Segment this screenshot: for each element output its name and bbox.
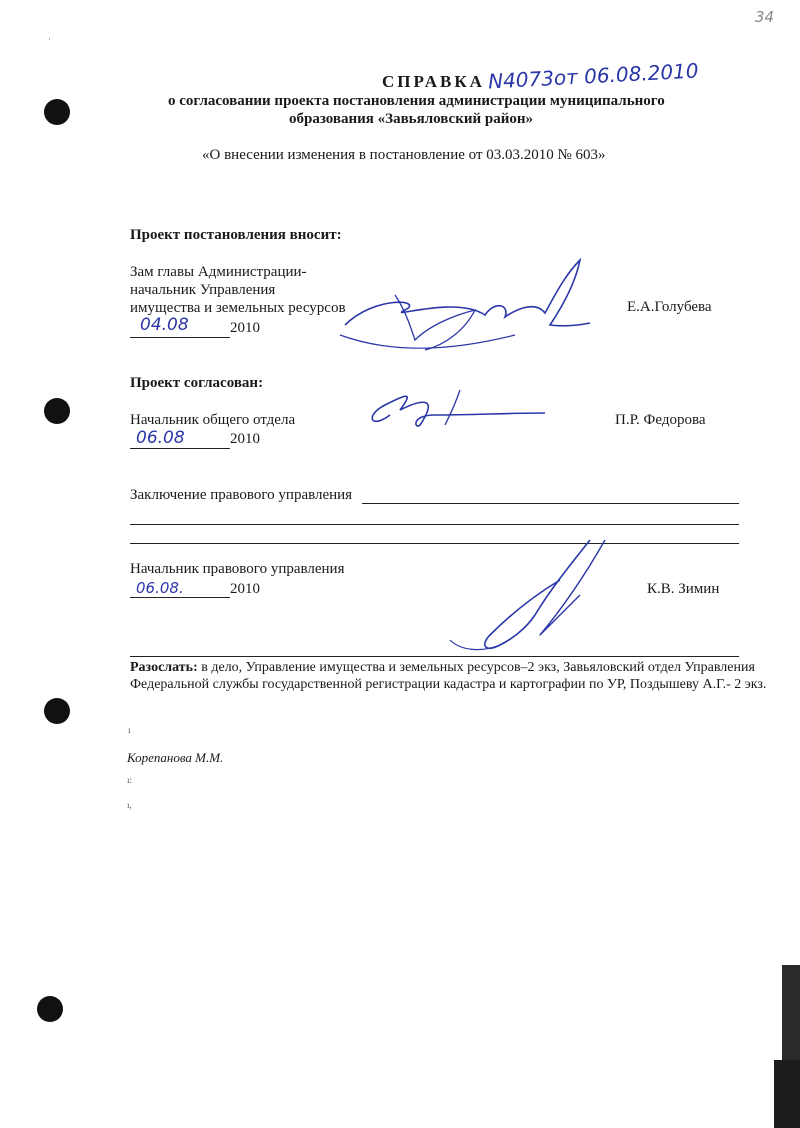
date-underline [130,448,230,449]
introducer-name: Е.А.Голубева [627,299,712,315]
approval-heading: Проект согласован: [130,375,264,391]
punch-hole [44,99,70,125]
distribution-line-2: Федеральной службы государственной регистрации кадастра и картографии по УР, Поздышеву А.Г.- 2 экз. [130,677,767,692]
corner-page-mark: 34 [755,8,775,26]
introducer-position-line3: имущества и земельных ресурсов [130,300,346,316]
distribution-label: Разослать: [130,660,198,675]
introducer-date-year: 2010 [230,320,260,336]
date-underline [130,597,230,598]
introducer-date-handwritten: 04.08 [140,315,189,335]
subtitle-line-2: образования «Завьяловский район» [289,111,534,127]
form-line [362,503,739,504]
approval-name: П.Р. Федорова [615,412,706,428]
form-line [130,524,739,525]
signature-zimin [440,535,620,665]
approval-date-year: 2010 [230,431,260,447]
introducer-heading: Проект постановления вносит: [130,227,342,243]
signature-golubeva [335,255,595,365]
handwritten-reg-number: N4073от 06.08.2010 [487,58,700,94]
distribution-line-1 [130,660,755,676]
scan-speck: ı: [127,775,133,785]
date-underline [130,337,230,338]
approval-date-handwritten: 06.08 [136,428,185,448]
scan-speck: · [48,34,51,44]
distribution-text-1: в дело, Управление имущества и земельных ресурсов–2 экз, Завьяловский отдел Управления [197,660,755,675]
document-title: СПРАВКА [382,72,485,91]
distribution-divider [130,656,739,657]
legal-date-year: 2010 [230,581,260,597]
punch-hole [44,398,70,424]
legal-position: Начальник правового управления [130,561,345,577]
subtitle-line-1: о согласовании проекта постановления администрации муниципального [168,93,665,109]
introducer-position-line2: начальник Управления [130,282,276,298]
conclusion-label: Заключение правового управления [130,487,353,503]
form-line [130,543,739,544]
approval-position: Начальник общего отдела [130,412,296,428]
scan-speck: ı [128,725,131,735]
punch-hole [37,996,63,1022]
scan-edge [774,1060,800,1128]
legal-date-handwritten: 06.08. [136,579,184,597]
punch-hole [44,698,70,724]
scan-speck: ı, [127,800,132,810]
legal-name: К.В. Зимин [647,581,720,597]
signature-fedorova [360,385,550,435]
executor-name: Корепанова М.М. [127,750,224,765]
introducer-position-line1: Зам главы Администрации- [130,264,307,280]
subject-line: «О внесении изменения в постановление от 03.03.2010 № 603» [202,147,606,163]
